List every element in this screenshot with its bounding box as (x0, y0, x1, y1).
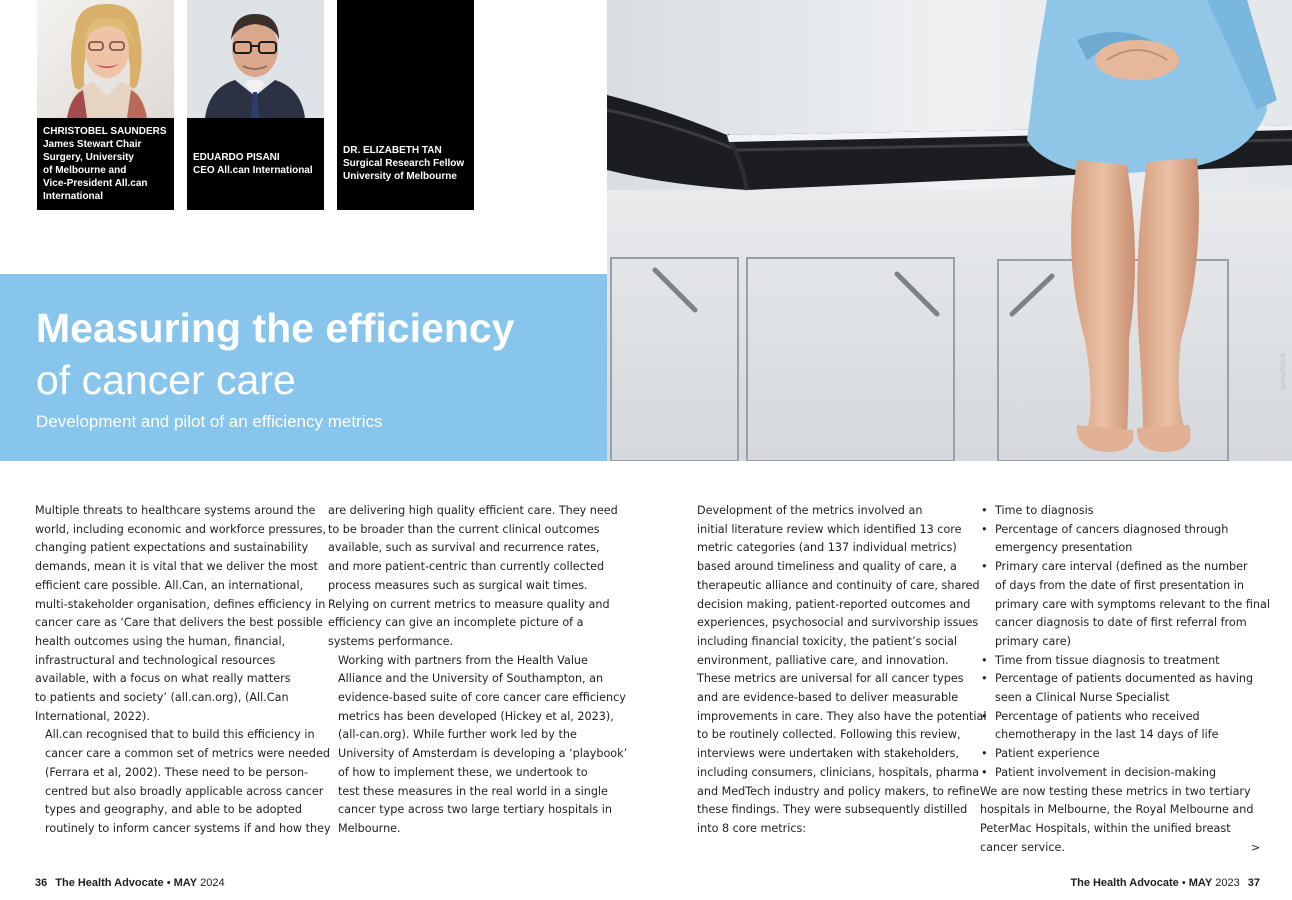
text-line: to be broader than the current clinical outcomes (328, 522, 600, 536)
footer-right (1070, 877, 1260, 889)
author-caption-tan (343, 144, 470, 183)
text-line: environment, palliative care, and innovation. (697, 653, 949, 667)
author-role-line: University of Melbourne (343, 171, 457, 182)
article-title-line-2: of cancer care (36, 357, 296, 403)
footer-left (35, 877, 225, 889)
text-line: chemotherapy in the last 14 days of life (995, 728, 1219, 742)
paragraph (35, 726, 331, 838)
author-caption-pisani (193, 151, 320, 177)
author-card-saunders (37, 0, 174, 210)
text-line: world, including economic and workforce pressures, (35, 522, 327, 536)
text-line: multi-stakeholder organisation, defines efficiency in (35, 597, 326, 611)
author-caption-saunders (43, 125, 170, 203)
core-metrics-list (980, 502, 1272, 783)
metric-list-item (980, 708, 1272, 745)
author-role-line: Surgery, University (43, 152, 134, 163)
author-card-pisani (187, 0, 324, 210)
text-line: systems performance. (328, 634, 454, 648)
author-photo-saunders (37, 0, 174, 118)
text-line: initial literature review which identified 13 core (697, 522, 962, 536)
text-line: Working with partners from the Health Value (338, 653, 588, 667)
metric-list-item (980, 521, 1272, 558)
author-photo-pisani (187, 0, 324, 118)
text-line: test these measures in the real world in a single (338, 784, 608, 798)
text-line: these findings. They were subsequently distilled (697, 803, 968, 817)
paragraph (328, 652, 628, 839)
text-line: primary care) (995, 634, 1071, 648)
text-line: Alliance and the University of Southampton, an (338, 672, 604, 686)
text-line: seen a Clinical Nurse Specialist (995, 691, 1170, 705)
text-line: emergency presentation (995, 541, 1133, 555)
text-line: into 8 core metrics: (697, 821, 807, 835)
text-line: metrics has been developed (Hickey et al, 2023), (338, 709, 614, 723)
text-line: • Percentage of cancers diagnosed through (995, 522, 1229, 536)
text-column-1 (35, 502, 331, 839)
photo-credit: Getty/iStock (1280, 353, 1287, 390)
closing-paragraph (980, 783, 1272, 858)
text-line: PeterMac Hospitals, within the unified breast (980, 821, 1231, 835)
text-line: We are now testing these metrics in two tertiary (980, 784, 1251, 798)
text-line: health outcomes using the human, financial, (35, 634, 286, 648)
footer-page-number: 36 (35, 877, 48, 889)
text-line: • Patient experience (995, 747, 1100, 761)
text-line: (Ferrara et al, 2002). These need to be person- (45, 765, 309, 779)
text-line: efficient care possible. All.Can, an international, (35, 578, 304, 592)
text-line: cancer care as ‘Care that delivers the best possible (35, 616, 323, 630)
text-line: including consumers, clinicians, hospitals, pharma (697, 765, 980, 779)
author-role-line: International (43, 191, 104, 202)
text-line: routinely to inform cancer systems if and how they (45, 821, 331, 835)
footer-month: MAY (173, 877, 198, 889)
text-line: experiences, psychosocial and survivorship issues (697, 616, 979, 630)
text-line: cancer type across two large tertiary hospitals in (338, 803, 613, 817)
text-column-2 (328, 502, 628, 839)
text-line: changing patient expectations and sustainability (35, 541, 309, 555)
text-line: Multiple threats to healthcare systems around the (35, 504, 316, 517)
text-line: and are evidence-based to deliver measurable (697, 691, 959, 705)
footer-separator: • (1181, 877, 1186, 889)
author-role-line: James Stewart Chair (43, 139, 142, 150)
author-role-line: Vice-President All.can (43, 178, 148, 189)
metric-list-item (980, 502, 1272, 521)
text-line: • Patient involvement in decision-making (995, 765, 1217, 779)
paragraph (328, 502, 618, 652)
text-line: Relying on current metrics to measure quality and (328, 597, 610, 611)
paragraph (35, 502, 327, 726)
author-role-line: CEO All.can International (193, 165, 313, 176)
text-line: available, with a focus on what really matters (35, 672, 291, 686)
text-line: • Primary care interval (defined as the number (995, 560, 1248, 574)
text-column-4 (980, 502, 1272, 857)
text-line: cancer care a common set of metrics were needed (45, 747, 330, 761)
title-band (0, 274, 607, 461)
text-line: decision making, patient-reported outcomes and (697, 597, 971, 611)
metric-list-item (980, 558, 1272, 652)
text-line: to be routinely collected. Following this review, (697, 728, 961, 742)
text-line: All.can recognised that to build this efficiency in (45, 728, 315, 742)
text-line: process measures such as surgical wait times. (328, 578, 588, 592)
metric-list-item (980, 764, 1272, 783)
footer-separator: • (166, 877, 171, 889)
text-line: cancer diagnosis to date of first referral from (995, 616, 1247, 630)
text-line: infrastructural and technological resources (35, 653, 276, 667)
continue-arrow: > (1251, 841, 1261, 854)
text-line: improvements in care. They also have the potential (697, 709, 987, 723)
text-line: centred but also broadly applicable across cancer (45, 784, 324, 798)
footer-publication: The Health Advocate (1070, 877, 1179, 889)
text-line: of how to implement these, we undertook to (338, 765, 588, 779)
footer-page-number: 37 (1247, 877, 1260, 889)
metric-list-item (980, 652, 1272, 671)
text-line: based around timeliness and quality of care, a (697, 560, 957, 574)
text-line: metric categories (and 137 individual metrics) (697, 541, 957, 555)
text-column-3 (687, 502, 987, 839)
metric-list-item (980, 745, 1272, 764)
author-name: EDUARDO PISANI (193, 152, 280, 163)
hero-photo-patient-on-exam-table (607, 0, 1292, 461)
text-line: • Percentage of patients who received (995, 709, 1200, 723)
footer-publication: The Health Advocate (55, 877, 164, 889)
paragraph (687, 502, 987, 839)
text-line: primary care with symptoms relevant to the final (995, 597, 1270, 611)
text-line: of days from the date of first presentation in (995, 578, 1244, 592)
text-line: efficiency can give an incomplete picture of a (328, 616, 584, 630)
author-card-tan (337, 0, 474, 210)
text-line: available, such as survival and recurrence rates, (328, 541, 600, 555)
text-line: International, 2022). (35, 709, 150, 723)
text-line: and more patient-centric than currently collected (328, 560, 605, 574)
text-line: hospitals in Melbourne, the Royal Melbourne and (980, 803, 1254, 817)
text-line: to patients and society’ (all.can.org), (All.Can (35, 691, 289, 705)
author-name: DR. ELIZABETH TAN (343, 145, 442, 156)
footer-year: 2024 (200, 877, 225, 889)
text-line: Melbourne. (338, 821, 401, 835)
text-line: evidence-based suite of core cancer care efficiency (338, 691, 626, 705)
text-line: therapeutic alliance and continuity of care, shared (697, 578, 980, 592)
text-line: including financial toxicity, the patient’s social (697, 634, 957, 648)
footer-year: 2023 (1215, 877, 1240, 889)
text-line: • Time from tissue diagnosis to treatment (995, 653, 1220, 667)
text-line: and MedTech industry and policy makers, to refine (697, 784, 980, 798)
text-line: (all-can.org). While further work led by the (338, 728, 577, 742)
text-line: interviews were undertaken with stakeholders, (697, 747, 959, 761)
text-line: types and geography, and able to be adopted (45, 803, 303, 817)
article-subtitle: Development and pilot of an efficiency metrics (36, 412, 383, 431)
author-role-line: Surgical Research Fellow (343, 158, 465, 169)
text-line: University of Amsterdam is developing a ‘playbook’ (338, 747, 628, 761)
author-name: CHRISTOBEL SAUNDERS (43, 126, 167, 137)
footer-month: MAY (1188, 877, 1213, 889)
text-line: are delivering high quality efficient care. They need (328, 504, 618, 517)
text-line: These metrics are universal for all cancer types (697, 672, 964, 686)
text-line: Development of the metrics involved an (697, 504, 923, 517)
text-line: demands, mean it is vital that we deliver the most (35, 560, 318, 574)
text-line: • Percentage of patients documented as having (995, 672, 1254, 686)
text-line: cancer service. (980, 840, 1065, 854)
metric-list-item (980, 670, 1272, 707)
author-role-line: of Melbourne and (43, 165, 127, 176)
article-title-line-1: Measuring the efficiency (36, 305, 515, 351)
text-line: • Time to diagnosis (995, 504, 1094, 517)
